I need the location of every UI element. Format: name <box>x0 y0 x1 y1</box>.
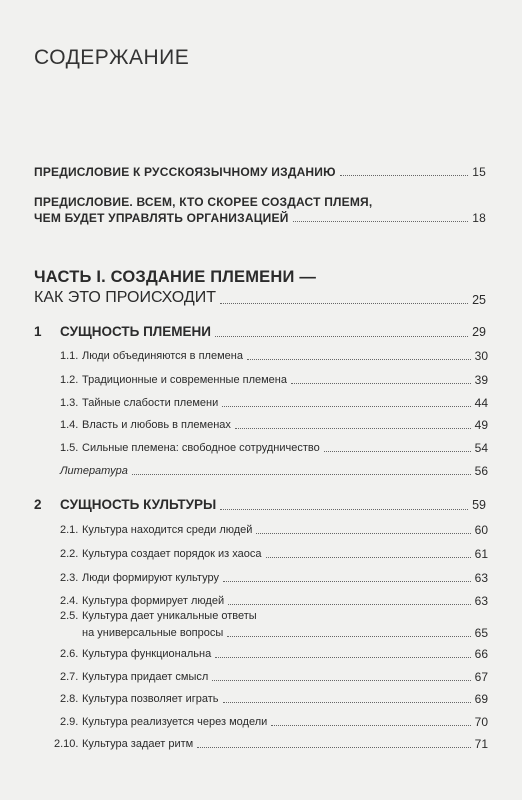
entry-page: 60 <box>474 523 488 537</box>
section-number: 2.8. <box>60 693 79 705</box>
entry-title: ПРЕДИСЛОВИЕ К РУССКОЯЗЫЧНОМУ ИЗДАНИЮ <box>34 165 336 179</box>
entry-title-line1: ПРЕДИСЛОВИЕ. ВСЕМ, КТО СКОРЕЕ СОЗДАСТ ПЛЕМЯ, <box>34 195 373 209</box>
entry-page: 18 <box>472 211 486 225</box>
section-number: 2.9. <box>60 716 79 728</box>
entry-page: 49 <box>474 418 488 432</box>
section-number: 1.5. <box>60 442 79 454</box>
toc-entry-chapter-1 <box>34 325 486 339</box>
literature-title: Литература <box>60 465 128 477</box>
entry-page: 69 <box>474 692 488 706</box>
section-number: 2.7. <box>60 671 79 683</box>
chapter-title: СУЩНОСТЬ КУЛЬТУРЫ <box>60 497 217 512</box>
section-title: Культура находится среди людей <box>82 524 253 536</box>
toc-entry-section <box>60 716 488 728</box>
entry-page: 67 <box>474 670 488 684</box>
chapter-title: СУЩНОСТЬ ПЛЕМЕНИ <box>60 324 211 339</box>
toc-entry-section <box>60 374 488 386</box>
toc-entry-preface-russian <box>34 166 486 178</box>
leader-dots <box>235 428 471 429</box>
leader-dots <box>227 636 470 637</box>
section-title: Люди объединяются в племена <box>82 350 243 362</box>
chapter-number: 1 <box>34 324 42 339</box>
entry-page: 39 <box>474 373 488 387</box>
section-title: Культура создает порядок из хаоса <box>82 548 262 560</box>
toc-entry-section <box>60 350 488 362</box>
toc-entry-section <box>60 648 488 660</box>
section-number: 1.2. <box>60 374 79 386</box>
section-title: Сильные племена: свободное сотрудничество <box>82 442 320 454</box>
leader-dots <box>197 747 470 748</box>
entry-page: 44 <box>474 396 488 410</box>
section-number: 2.5. <box>60 610 79 622</box>
entry-page: 56 <box>474 464 488 478</box>
section-title: Культура формирует людей <box>82 595 225 607</box>
section-number: 2.1. <box>60 524 79 536</box>
entry-page: 61 <box>474 547 488 561</box>
section-title: Люди формируют культуру <box>82 572 219 584</box>
section-title: Традиционные и современные племена <box>82 374 287 386</box>
entry-page: 63 <box>474 594 488 608</box>
section-title: Тайные слабости племени <box>82 397 219 409</box>
leader-dots <box>220 303 468 304</box>
toc-entry-section-first-line <box>60 611 257 622</box>
section-number: 1.1. <box>60 350 79 362</box>
toc-entry-section <box>60 548 488 560</box>
entry-page: 15 <box>472 165 486 179</box>
leader-dots <box>271 725 470 726</box>
leader-dots <box>223 581 471 582</box>
entry-page: 59 <box>472 498 486 512</box>
leader-dots <box>223 702 471 703</box>
leader-dots <box>228 604 471 605</box>
leader-dots <box>220 509 468 510</box>
section-number: 2.4. <box>60 595 79 607</box>
leader-dots <box>132 474 471 475</box>
section-number: 2.10. <box>54 738 79 750</box>
leader-dots <box>222 406 470 407</box>
section-number: 1.4. <box>60 419 79 431</box>
toc-entry-part-1 <box>34 290 486 306</box>
entry-page: 30 <box>474 349 488 363</box>
part-title-line2: КАК ЭТО ПРОИСХОДИТ <box>34 289 216 306</box>
section-number: 2.6. <box>60 648 79 660</box>
leader-dots <box>256 533 470 534</box>
section-title: Культура придает смысл <box>82 671 209 683</box>
toc-entry-section <box>54 738 488 750</box>
section-number: 2.2. <box>60 548 79 560</box>
entry-page: 29 <box>472 325 486 339</box>
toc-entry-section <box>60 595 488 607</box>
section-title-line2: на универсальные вопросы <box>82 627 224 639</box>
toc-entry-section <box>60 671 488 683</box>
entry-page: 25 <box>472 292 486 307</box>
leader-dots <box>212 680 470 681</box>
leader-dots <box>247 359 471 360</box>
chapter-number: 2 <box>34 497 42 512</box>
section-title: Культура реализуется через модели <box>82 716 268 728</box>
toc-entry-section <box>60 572 488 584</box>
toc-entry-section <box>60 397 488 409</box>
toc-entry-literature <box>60 465 488 477</box>
section-title: Власть и любовь в племенах <box>82 419 231 431</box>
leader-dots <box>215 657 470 658</box>
section-number: 2.3. <box>60 572 79 584</box>
section-title: Культура задает ритм <box>82 738 194 750</box>
entry-title-line2: ЧЕМ БУДЕТ УПРАВЛЯТЬ ОРГАНИЗАЦИЕЙ <box>34 211 289 225</box>
toc-entry-chapter-2 <box>34 498 486 512</box>
entry-page: 71 <box>474 737 488 751</box>
leader-dots <box>266 557 471 558</box>
toc-entry-section <box>60 524 488 536</box>
toc-heading: СОДЕРЖАНИЕ <box>34 46 190 69</box>
section-title: Культура функциональна <box>82 648 212 660</box>
leader-dots <box>291 383 471 384</box>
entry-page: 54 <box>474 441 488 455</box>
entry-page: 66 <box>474 647 488 661</box>
entry-page: 70 <box>474 715 488 729</box>
section-title-line1: Культура дает уникальные ответы <box>82 610 257 622</box>
entry-page: 65 <box>474 626 488 640</box>
toc-entry-section <box>60 419 488 431</box>
part-title-line1: ЧАСТЬ I. СОЗДАНИЕ ПЛЕМЕНИ — <box>34 268 317 286</box>
toc-entry-section <box>82 627 488 639</box>
section-number: 1.3. <box>60 397 79 409</box>
section-title: Культура позволяет играть <box>82 693 219 705</box>
toc-entry-section <box>60 693 488 705</box>
leader-dots <box>340 175 469 176</box>
leader-dots <box>215 336 468 337</box>
entry-page: 63 <box>474 571 488 585</box>
toc-entry-preface-tribe <box>34 212 486 224</box>
leader-dots <box>324 451 471 452</box>
leader-dots <box>293 221 469 222</box>
toc-entry-section <box>60 442 488 454</box>
